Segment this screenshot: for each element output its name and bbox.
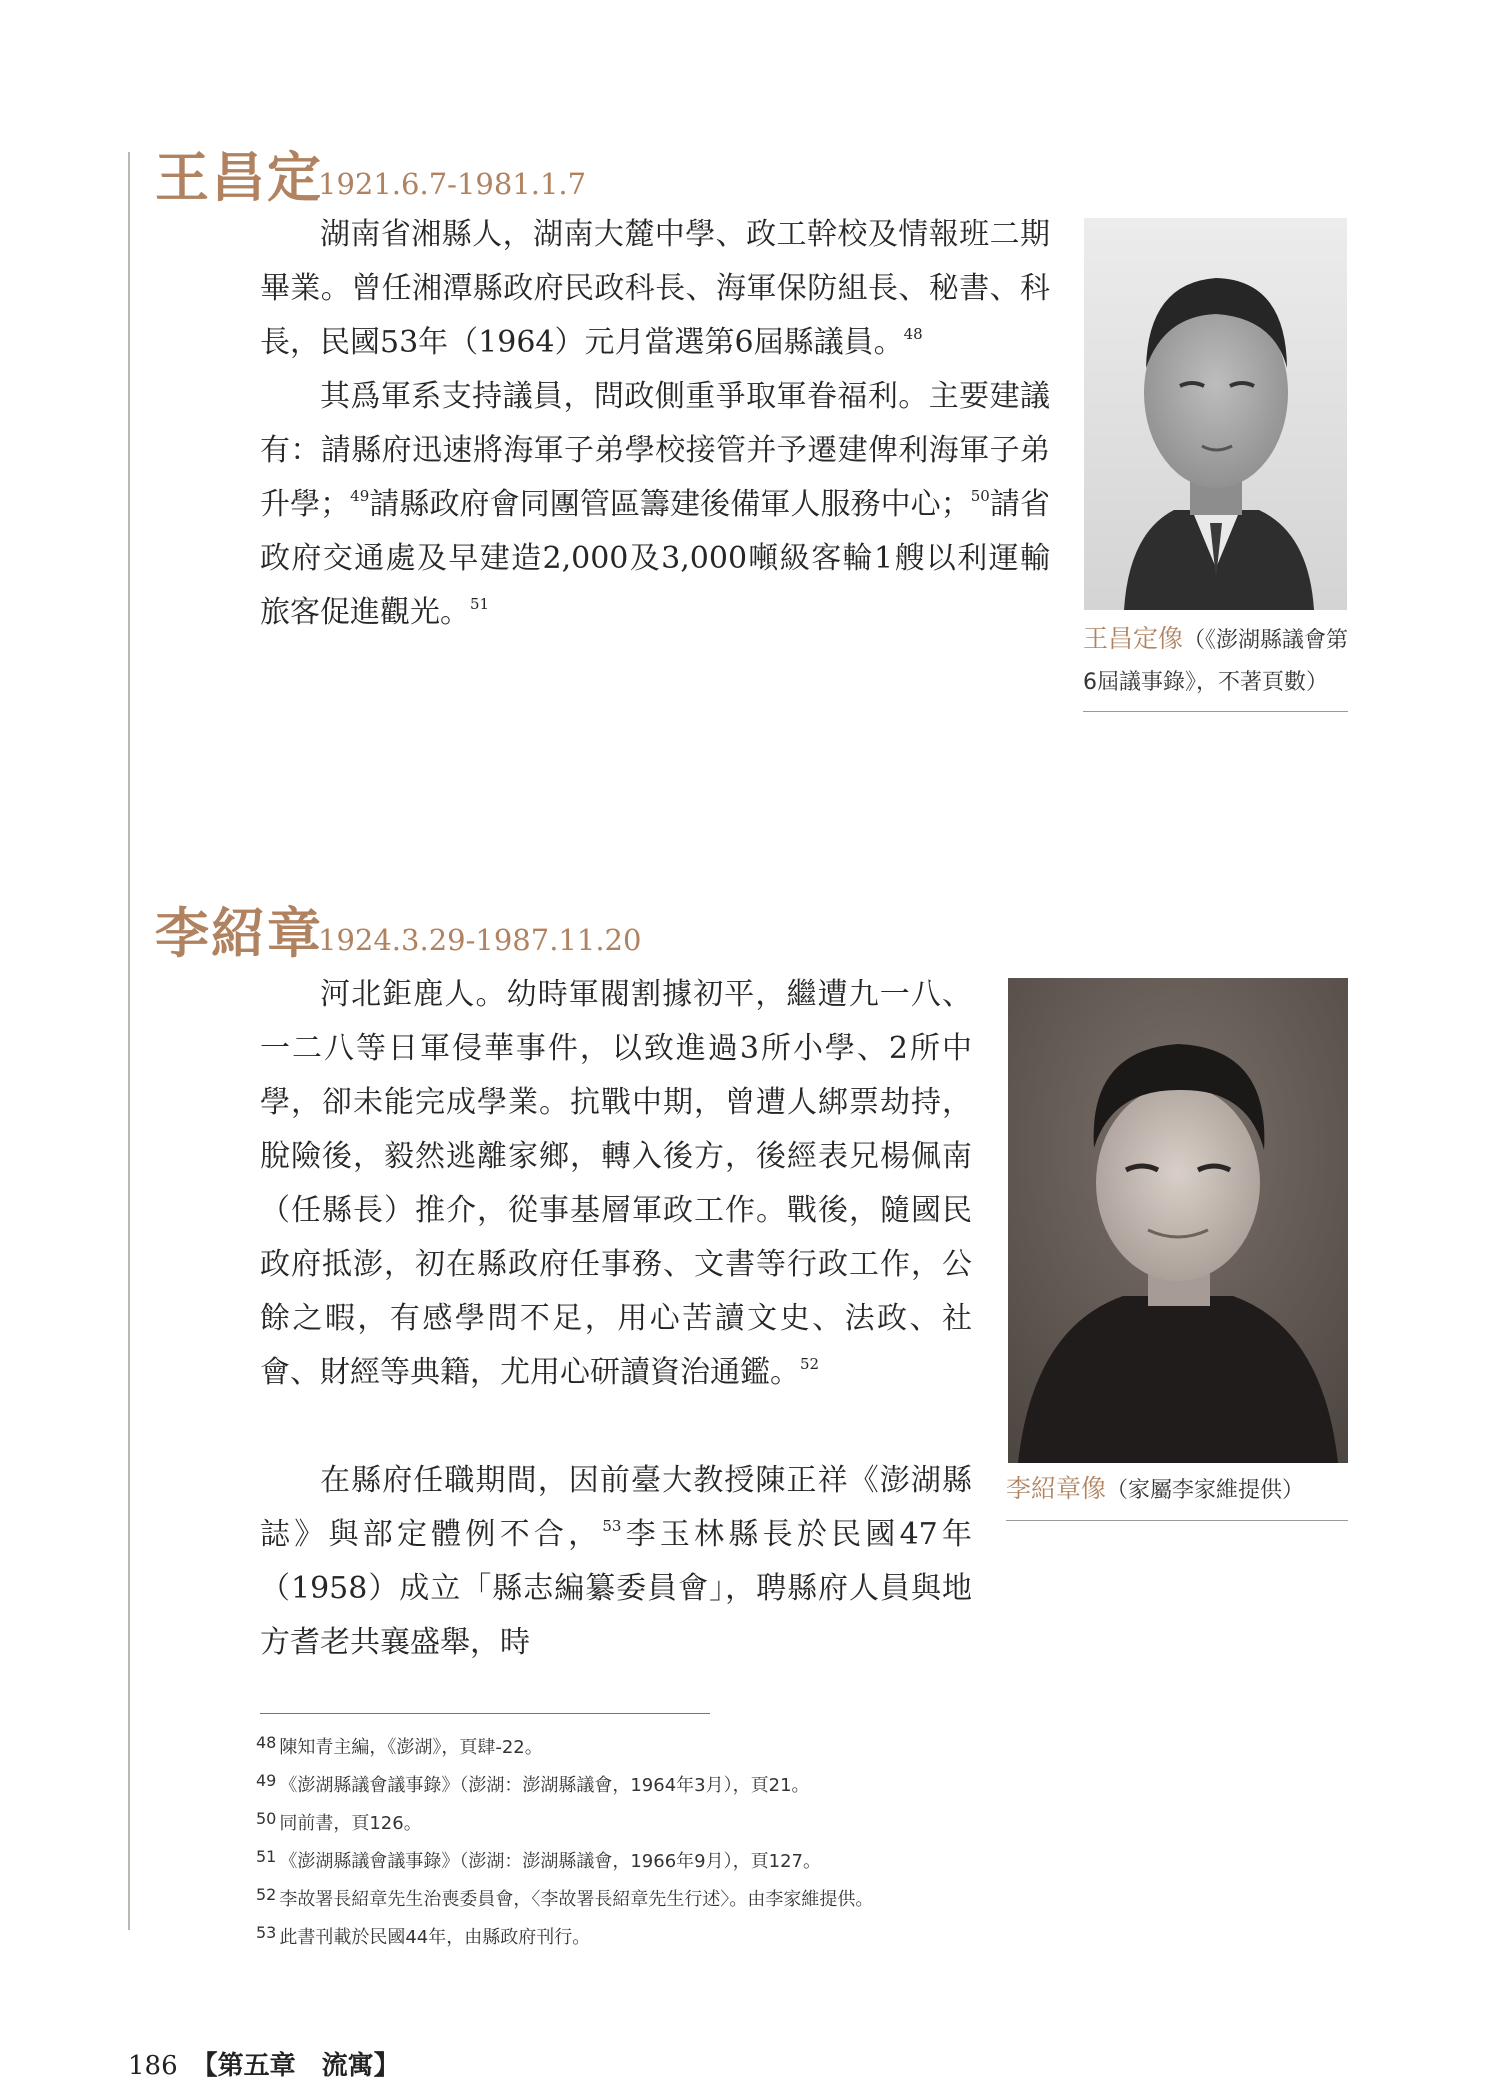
footnotes xyxy=(256,1726,1356,1954)
photo-caption-2 xyxy=(1006,1468,1356,1512)
portrait-photo-1 xyxy=(1084,218,1347,610)
caption-rule xyxy=(1083,711,1348,712)
margin-rule xyxy=(128,152,130,1930)
footnote-marker: 52 xyxy=(800,1355,820,1373)
footnote-item: 50 同前書，頁126。 xyxy=(256,1809,422,1834)
caption-source: （《澎湖縣議會第6屆議事錄》，不著頁數） xyxy=(1083,628,1349,695)
person-name-1: 王昌定 xyxy=(155,145,323,209)
text-run: 其爲軍系支持議員，問政側重爭取軍眷福利。主要建議有：請縣府迅速將海軍子弟學校接管并予遷建俾利海軍子弟升學； xyxy=(260,379,1050,522)
caption-name: 王昌定像 xyxy=(1083,624,1184,653)
footnote-item: 51 《澎湖縣議會議事錄》（澎湖：澎湖縣議會，1966年9月），頁127。 xyxy=(256,1847,821,1872)
footnote-rule xyxy=(260,1713,710,1714)
footnote-item: 52 李故署長紹章先生治喪委員會，〈李故署長紹章先生行述〉。由李家維提供。 xyxy=(256,1885,874,1910)
photo-caption-1 xyxy=(1083,618,1355,704)
footnote-marker: 50 xyxy=(970,487,990,505)
footnote-marker: 53 xyxy=(602,1517,622,1535)
paragraph xyxy=(260,968,972,1400)
person-name-2: 李紹章 xyxy=(155,901,323,965)
caption-name: 李紹章像 xyxy=(1006,1474,1107,1503)
footnote-item: 53 此書刊載於民國44年，由縣政府刊行。 xyxy=(256,1923,591,1948)
text-run: 河北鉅鹿人。幼時軍閥割據初平，繼遭九一八、一二八等日軍侵華事件，以致進過3所小學、2所中學，卻未能完成學業。抗戰中期，曾遭人綁票劫持，脫險後，毅然逃離家鄉，轉入後方，後經表兄楊佩南（任縣長）推介，從事基層軍政工作。戰後，隨國民政府抵澎，初在縣政府任事務、文書等行政工作，公餘之暇，有感學問不足，用心苦讀文史、法政、社會、財經等典籍，尤用心研讀資治通鑑。 xyxy=(260,977,972,1390)
footnote-marker: 51 xyxy=(470,595,490,613)
person-dates-2: 1924.3.29-1987.11.20 xyxy=(318,923,642,957)
caption-source: （家屬李家維提供） xyxy=(1106,1478,1305,1503)
biography-text-1 xyxy=(260,208,1050,640)
portrait-image xyxy=(1084,218,1347,610)
page-footer xyxy=(128,2045,400,2082)
text-run: 請縣政府會同團管區籌建後備軍人服務中心； xyxy=(369,487,971,522)
portrait-photo-2 xyxy=(1008,978,1348,1463)
text-run: 湖南省湘縣人，湖南大麓中學、政工幹校及情報班二期畢業。曾任湘潭縣政府民政科長、海軍保防組長、秘書、科長，民國53年（1964）元月當選第6屆縣議員。 xyxy=(260,217,1050,360)
portrait-image xyxy=(1008,978,1348,1463)
paragraph xyxy=(260,208,1050,370)
footnote-item: 48 陳知青主編，《澎湖》，頁肆-22。 xyxy=(256,1733,543,1758)
biography-text-2 xyxy=(260,968,972,1400)
text-run: 在縣府任職期間，因前臺大教授陳正祥《澎湖縣誌》與部定體例不合， xyxy=(260,1463,972,1552)
paragraph xyxy=(260,1454,972,1670)
text-run: 請省政府交通處及早建造2,000及3,000噸級客輪1艘以利運輸旅客促進觀光。 xyxy=(260,487,1051,630)
chapter-label: 【第五章 流寓】 xyxy=(191,2051,400,2081)
footnote-marker: 49 xyxy=(350,487,370,505)
paragraph xyxy=(260,370,1050,640)
footnote-item: 49 《澎湖縣議會議事錄》（澎湖：澎湖縣議會，1964年3月），頁21。 xyxy=(256,1771,810,1796)
page-number: 186 xyxy=(128,2051,178,2081)
caption-rule xyxy=(1006,1520,1348,1521)
text-run: 李玉林縣長於民國47年（1958）成立「縣志編纂委員會」，聘縣府人員與地方耆老共襄盛舉，時 xyxy=(260,1517,972,1660)
footnote-marker: 48 xyxy=(903,325,923,343)
person-dates-1: 1921.6.7-1981.1.7 xyxy=(318,167,587,201)
